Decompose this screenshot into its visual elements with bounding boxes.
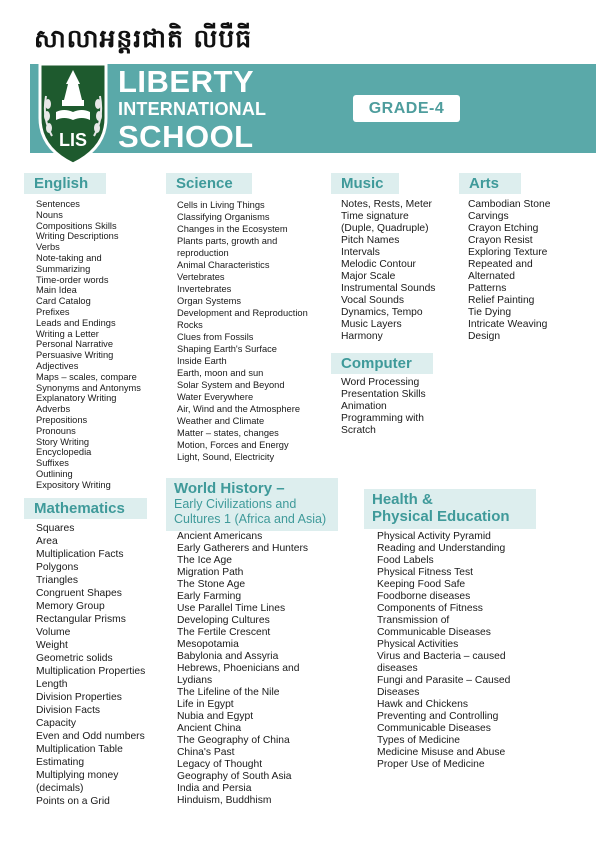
topic-item: Adjectives (36, 360, 79, 371)
topic-item: Physical Activity Pyramid (377, 531, 491, 542)
health-pe-topic-list (377, 531, 510, 771)
mathematics-heading: Mathematics (24, 498, 147, 519)
topic-item: Early Farming (177, 591, 242, 602)
health-pe-title-2: Physical Education (372, 508, 510, 525)
topic-item: Geography of South Asia (177, 771, 292, 782)
english-topic-list (36, 199, 141, 491)
topic-item: (Duple, Quadruple) (341, 223, 429, 234)
khmer-school-name: សាលាអន្តរជាតិ លីបឺធី (34, 24, 253, 53)
topic-item: Word Processing (341, 377, 420, 388)
topic-item: Cambodian Stone (468, 199, 551, 210)
topic-item: Shaping Earth's Surface (177, 344, 277, 354)
topic-item: Rocks (177, 320, 203, 330)
topic-item: Points on a Grid (36, 796, 110, 807)
world-history-subtitle-1: Early Civilizations and (174, 497, 297, 511)
topic-item: Vocal Sounds (341, 295, 404, 306)
topic-item: Prepositions (36, 414, 88, 425)
science-topic-list (177, 199, 308, 463)
topic-item: Changes in the Ecosystem (177, 224, 288, 234)
topic-item: Crayon Resist (468, 235, 533, 246)
topic-item: Organ Systems (177, 296, 242, 306)
topic-item: Life in Egypt (177, 699, 234, 710)
topic-item: Crayon Etching (468, 223, 539, 234)
topic-item: Lydians (177, 675, 213, 686)
topic-item: Memory Group (36, 601, 105, 612)
topic-item: Polygons (36, 562, 79, 573)
topic-item: Fungi and Parasite – Caused (377, 675, 511, 686)
topic-item: Light, Sound, Electricity (177, 452, 275, 462)
topic-item: Hebrews, Phoenicians and (177, 663, 300, 674)
topic-item: Hawk and Chickens (377, 699, 468, 710)
topic-item: Reading and Understanding (377, 543, 506, 554)
topic-item: India and Persia (177, 783, 252, 794)
topic-item: Hinduism, Buddhism (177, 795, 272, 806)
topic-item: Keeping Food Safe (377, 579, 466, 590)
world-history-topic-list (177, 531, 308, 807)
topic-item: Water Everywhere (177, 392, 254, 402)
topic-item: Classifying Organisms (177, 212, 270, 222)
topic-item: Nouns (36, 209, 63, 220)
topic-item: Summarizing (36, 263, 91, 274)
music-heading: Music (331, 173, 399, 194)
topic-item: Food Labels (377, 555, 434, 566)
topic-item: Expository Writing (36, 479, 111, 490)
topic-item: diseases (377, 663, 418, 674)
topic-item: Intervals (341, 247, 380, 258)
music-topic-list (341, 199, 435, 343)
topic-item: Components of Fitness (377, 603, 483, 614)
topic-item: Weight (36, 640, 68, 651)
topic-item: Use Parallel Time Lines (177, 603, 286, 614)
topic-item: Multiplication Facts (36, 549, 124, 560)
topic-item: Nubia and Egypt (177, 711, 254, 722)
topic-item: Card Catalog (36, 296, 91, 307)
topic-item: Ancient Americans (177, 531, 263, 542)
topic-item: Squares (36, 523, 75, 534)
topic-item: Invertebrates (177, 284, 232, 294)
topic-item: Programming with (341, 413, 424, 424)
topic-item: Intricate Weaving (468, 319, 548, 330)
computer-heading: Computer (331, 353, 433, 374)
topic-item: Communicable Diseases (377, 723, 491, 734)
topic-item: Writing a Letter (36, 328, 99, 339)
topic-item: Rectangular Prisms (36, 614, 126, 625)
topic-item: Prefixes (36, 306, 70, 317)
topic-item: Clues from Fossils (177, 332, 254, 342)
topic-item: Preventing and Controlling (377, 711, 499, 722)
topic-item: Pitch Names (341, 235, 400, 246)
topic-item: Encyclopedia (36, 447, 92, 458)
topic-item: Animal Characteristics (177, 260, 270, 270)
topic-item: Instrumental Sounds (341, 283, 436, 294)
header-banner (30, 64, 596, 153)
topic-item: Adverbs (36, 404, 71, 415)
topic-item: Air, Wind and the Atmosphere (177, 404, 300, 414)
school-crest-logo (34, 56, 112, 168)
topic-item: Ancient China (177, 723, 242, 734)
brand-school: SCHOOL (118, 119, 254, 154)
topic-item: Early Gatherers and Hunters (177, 543, 309, 554)
topic-item: Area (36, 536, 58, 547)
topic-item: Notes, Rests, Meter (341, 199, 432, 210)
science-heading: Science (166, 173, 252, 194)
topic-item: Persuasive Writing (36, 350, 114, 361)
logo-lis-text: LIS (58, 130, 88, 150)
topic-item: Main Idea (36, 285, 77, 296)
grade-badge: GRADE-4 (353, 95, 460, 122)
topic-item: Cells in Living Things (177, 200, 265, 210)
topic-item: Even and Odd numbers (36, 731, 145, 742)
english-heading: English (24, 173, 106, 194)
topic-item: The Lifeline of the Nile (177, 687, 280, 698)
health-pe-title-1: Health & (372, 491, 433, 508)
brand-international: INTERNATIONAL (118, 99, 267, 119)
topic-item: Harmony (341, 331, 383, 342)
topic-item: Mesopotamia (177, 639, 239, 650)
topic-item: Explanatory Writing (36, 393, 117, 404)
topic-item: Personal Narrative (36, 339, 113, 350)
topic-item: Time signature (341, 211, 409, 222)
topic-item: Suffixes (36, 458, 69, 469)
topic-item: Migration Path (177, 567, 244, 578)
topic-item: Triangles (36, 575, 78, 586)
topic-item: Story Writing (36, 436, 90, 447)
topic-item: The Fertile Crescent (177, 627, 271, 638)
arts-heading: Arts (459, 173, 521, 194)
topic-item: Plants parts, growth and (177, 236, 278, 246)
topic-item: Verbs (36, 242, 60, 253)
topic-item: Medicine Misuse and Abuse (377, 747, 506, 758)
topic-item: Physical Fitness Test (377, 567, 473, 578)
world-history-heading (166, 478, 338, 531)
topic-item: Scratch (341, 425, 376, 436)
topic-item: Maps – scales, compare (36, 371, 137, 382)
topic-item: Communicable Diseases (377, 627, 491, 638)
school-brand (118, 66, 266, 152)
topic-item: Babylonia and Assyria (177, 651, 279, 662)
topic-item: Multiplying money (36, 770, 119, 781)
topic-item: Estimating (36, 757, 85, 768)
world-history-subtitle-2: Cultures 1 (Africa and Asia) (174, 512, 327, 526)
topic-item: Virus and Bacteria – caused (377, 651, 506, 662)
topic-item: Proper Use of Medicine (377, 759, 485, 770)
topic-item: Division Facts (36, 705, 101, 716)
topic-item: Length (36, 679, 68, 690)
topic-item: Development and Reproduction (177, 308, 308, 318)
topic-item: Diseases (377, 687, 420, 698)
topic-item: Carvings (468, 211, 509, 222)
topic-item: Capacity (36, 718, 77, 729)
topic-item: Physical Activities (377, 639, 459, 650)
topic-item: Foodborne diseases (377, 591, 471, 602)
arts-topic-list (468, 199, 550, 343)
topic-item: Motion, Forces and Energy (177, 440, 289, 450)
topic-item: Outlining (36, 468, 73, 479)
topic-item: Types of Medicine (377, 735, 460, 746)
topic-item: Animation (341, 401, 387, 412)
topic-item: Multiplication Properties (36, 666, 146, 677)
topic-item: Dynamics, Tempo (341, 307, 423, 318)
topic-item: Inside Earth (177, 356, 227, 366)
health-pe-heading (364, 489, 536, 529)
topic-item: Patterns (468, 283, 507, 294)
topic-item: Pronouns (36, 425, 76, 436)
topic-item: Matter – states, changes (177, 428, 279, 438)
topic-item: Exploring Texture (468, 247, 548, 258)
topic-item: Writing Descriptions (36, 231, 119, 242)
mathematics-topic-list (36, 522, 145, 808)
topic-item: Volume (36, 627, 71, 638)
topic-item: The Geography of China (177, 735, 290, 746)
topic-item: Music Layers (341, 319, 402, 330)
topic-item: Leads and Endings (36, 317, 116, 328)
topic-item: The Ice Age (177, 555, 232, 566)
topic-item: Solar System and Beyond (177, 380, 285, 390)
topic-item: Synonyms and Antonyms (36, 382, 141, 393)
topic-item: Transmission of (377, 615, 450, 626)
topic-item: Earth, moon and sun (177, 368, 264, 378)
topic-item: Repeated and (468, 259, 533, 270)
topic-item: Alternated (468, 271, 515, 282)
topic-item: Weather and Climate (177, 416, 265, 426)
topic-item: Multiplication Table (36, 744, 123, 755)
topic-item: Geometric solids (36, 653, 113, 664)
topic-item: Relief Painting (468, 295, 535, 306)
topic-item: The Stone Age (177, 579, 246, 590)
topic-item: China's Past (177, 747, 235, 758)
topic-item: Tie Dying (468, 307, 512, 318)
topic-item: Major Scale (341, 271, 396, 282)
world-history-title: World History – (174, 480, 285, 497)
topic-item: Design (468, 331, 501, 342)
topic-item: Time-order words (36, 274, 109, 285)
topic-item: (decimals) (36, 783, 84, 794)
topic-item: Congruent Shapes (36, 588, 122, 599)
topic-item: Note-taking and (36, 252, 102, 263)
topic-item: Developing Cultures (177, 615, 270, 626)
topic-item: Legacy of Thought (177, 759, 263, 770)
computer-topic-list (341, 377, 426, 437)
topic-item: Division Properties (36, 692, 122, 703)
topic-item: Sentences (36, 199, 80, 209)
topic-item: Compositions Skills (36, 220, 117, 231)
topic-item: Vertebrates (177, 272, 225, 282)
topic-item: Melodic Contour (341, 259, 416, 270)
brand-liberty: LIBERTY (118, 64, 255, 99)
topic-item: Presentation Skills (341, 389, 426, 400)
topic-item: reproduction (177, 248, 229, 258)
